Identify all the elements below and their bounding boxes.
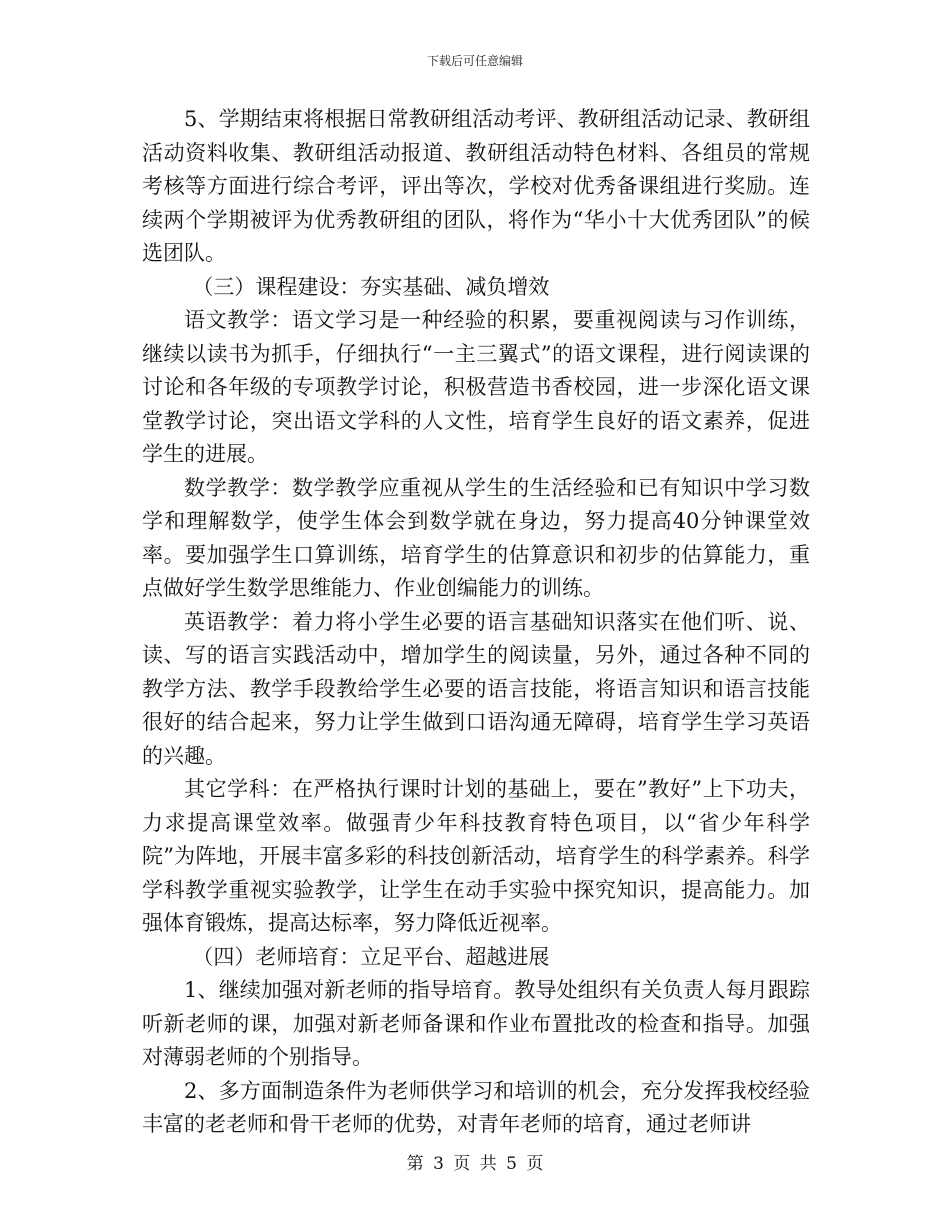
paragraph-new-teacher-guidance: 1、继续加强对新老师的指导培育。教导处组织有关负责人每月跟踪听新老师的课，加强对新老师备课和作业布置批改的检查和指导。加强对薄弱老师的个别指导。: [142, 978, 810, 1069]
paragraph-chinese-teaching: 语文教学：语文学习是一种经验的积累，要重视阅读与习作训练，继续以读书为抓手，仔细执行“一主三翼式”的语文课程，进行阅读课的讨论和各年级的专项教学讨论，积极营造书香校园，进一步深化语文课堂教学讨论，突出语文学科的人文性，培育学生良好的语文素养，促进学生的进展。: [142, 308, 810, 466]
paragraph-semester-evaluation: 5、学期结束将根据日常教研组活动考评、教研组活动记录、教研组活动资料收集、教研组活动报道、教研组活动特色材料、各组员的常规考核等方面进行综合考评，评出等次，学校对优秀备课组进行奖励。连续两个学期被评为优秀教研组的团队，将作为“华小十大优秀团队”的候选团队。: [142, 107, 810, 265]
page-footer: 第 3 页 共 5 页: [406, 1154, 544, 1174]
paragraph-english-teaching: 英语教学：着力将小学生必要的语言基础知识落实在他们听、说、读、写的语言实践活动中，增加学生的阅读量，另外，通过各种不同的教学方法、教学手段教给学生必要的语言技能，将语言知识和语言技能很好的结合起来，努力让学生做到口语沟通无障碍，培育学生学习英语的兴趣。: [142, 609, 810, 768]
section-heading-teacher-training: （四）老师培育：立足平台、超越进展: [192, 944, 550, 969]
page-header: 下载后可任意编辑: [426, 54, 523, 68]
paragraph-other-subjects: 其它学科：在严格执行课时计划的基础上，要在”教好”上下功夫，力求提高课堂效率。做强青少年科技教育特色项目，以“省少年科学院”为阵地，开展丰富多彩的科技创新活动，培育学生的科学素养。科学学科教学重视实验教学，让学生在动手实验中探究知识，提高能力。加强体育锻炼，提高达标率，努力降低近视率。: [142, 777, 810, 935]
document-body: [142, 103, 810, 1142]
paragraph-training-opportunities: 2、多方面制造条件为老师供学习和培训的机会，充分发挥我校经验丰富的老老师和骨干老师的优势，对青年老师的培育，通过老师讲: [142, 1078, 810, 1136]
paragraph-math-teaching: 数学教学：数学教学应重视从学生的生活经验和已有知识中学习数学和理解数学，使学生体会到数学就在身边，努力提高40分钟课堂效率。要加强学生口算训练，培育学生的估算意识和初步的估算能力，重点做好学生数学思维能力、作业创编能力的训练。: [142, 475, 810, 600]
section-heading-curriculum: （三）课程建设：夯实基础、减负增效: [192, 274, 550, 299]
